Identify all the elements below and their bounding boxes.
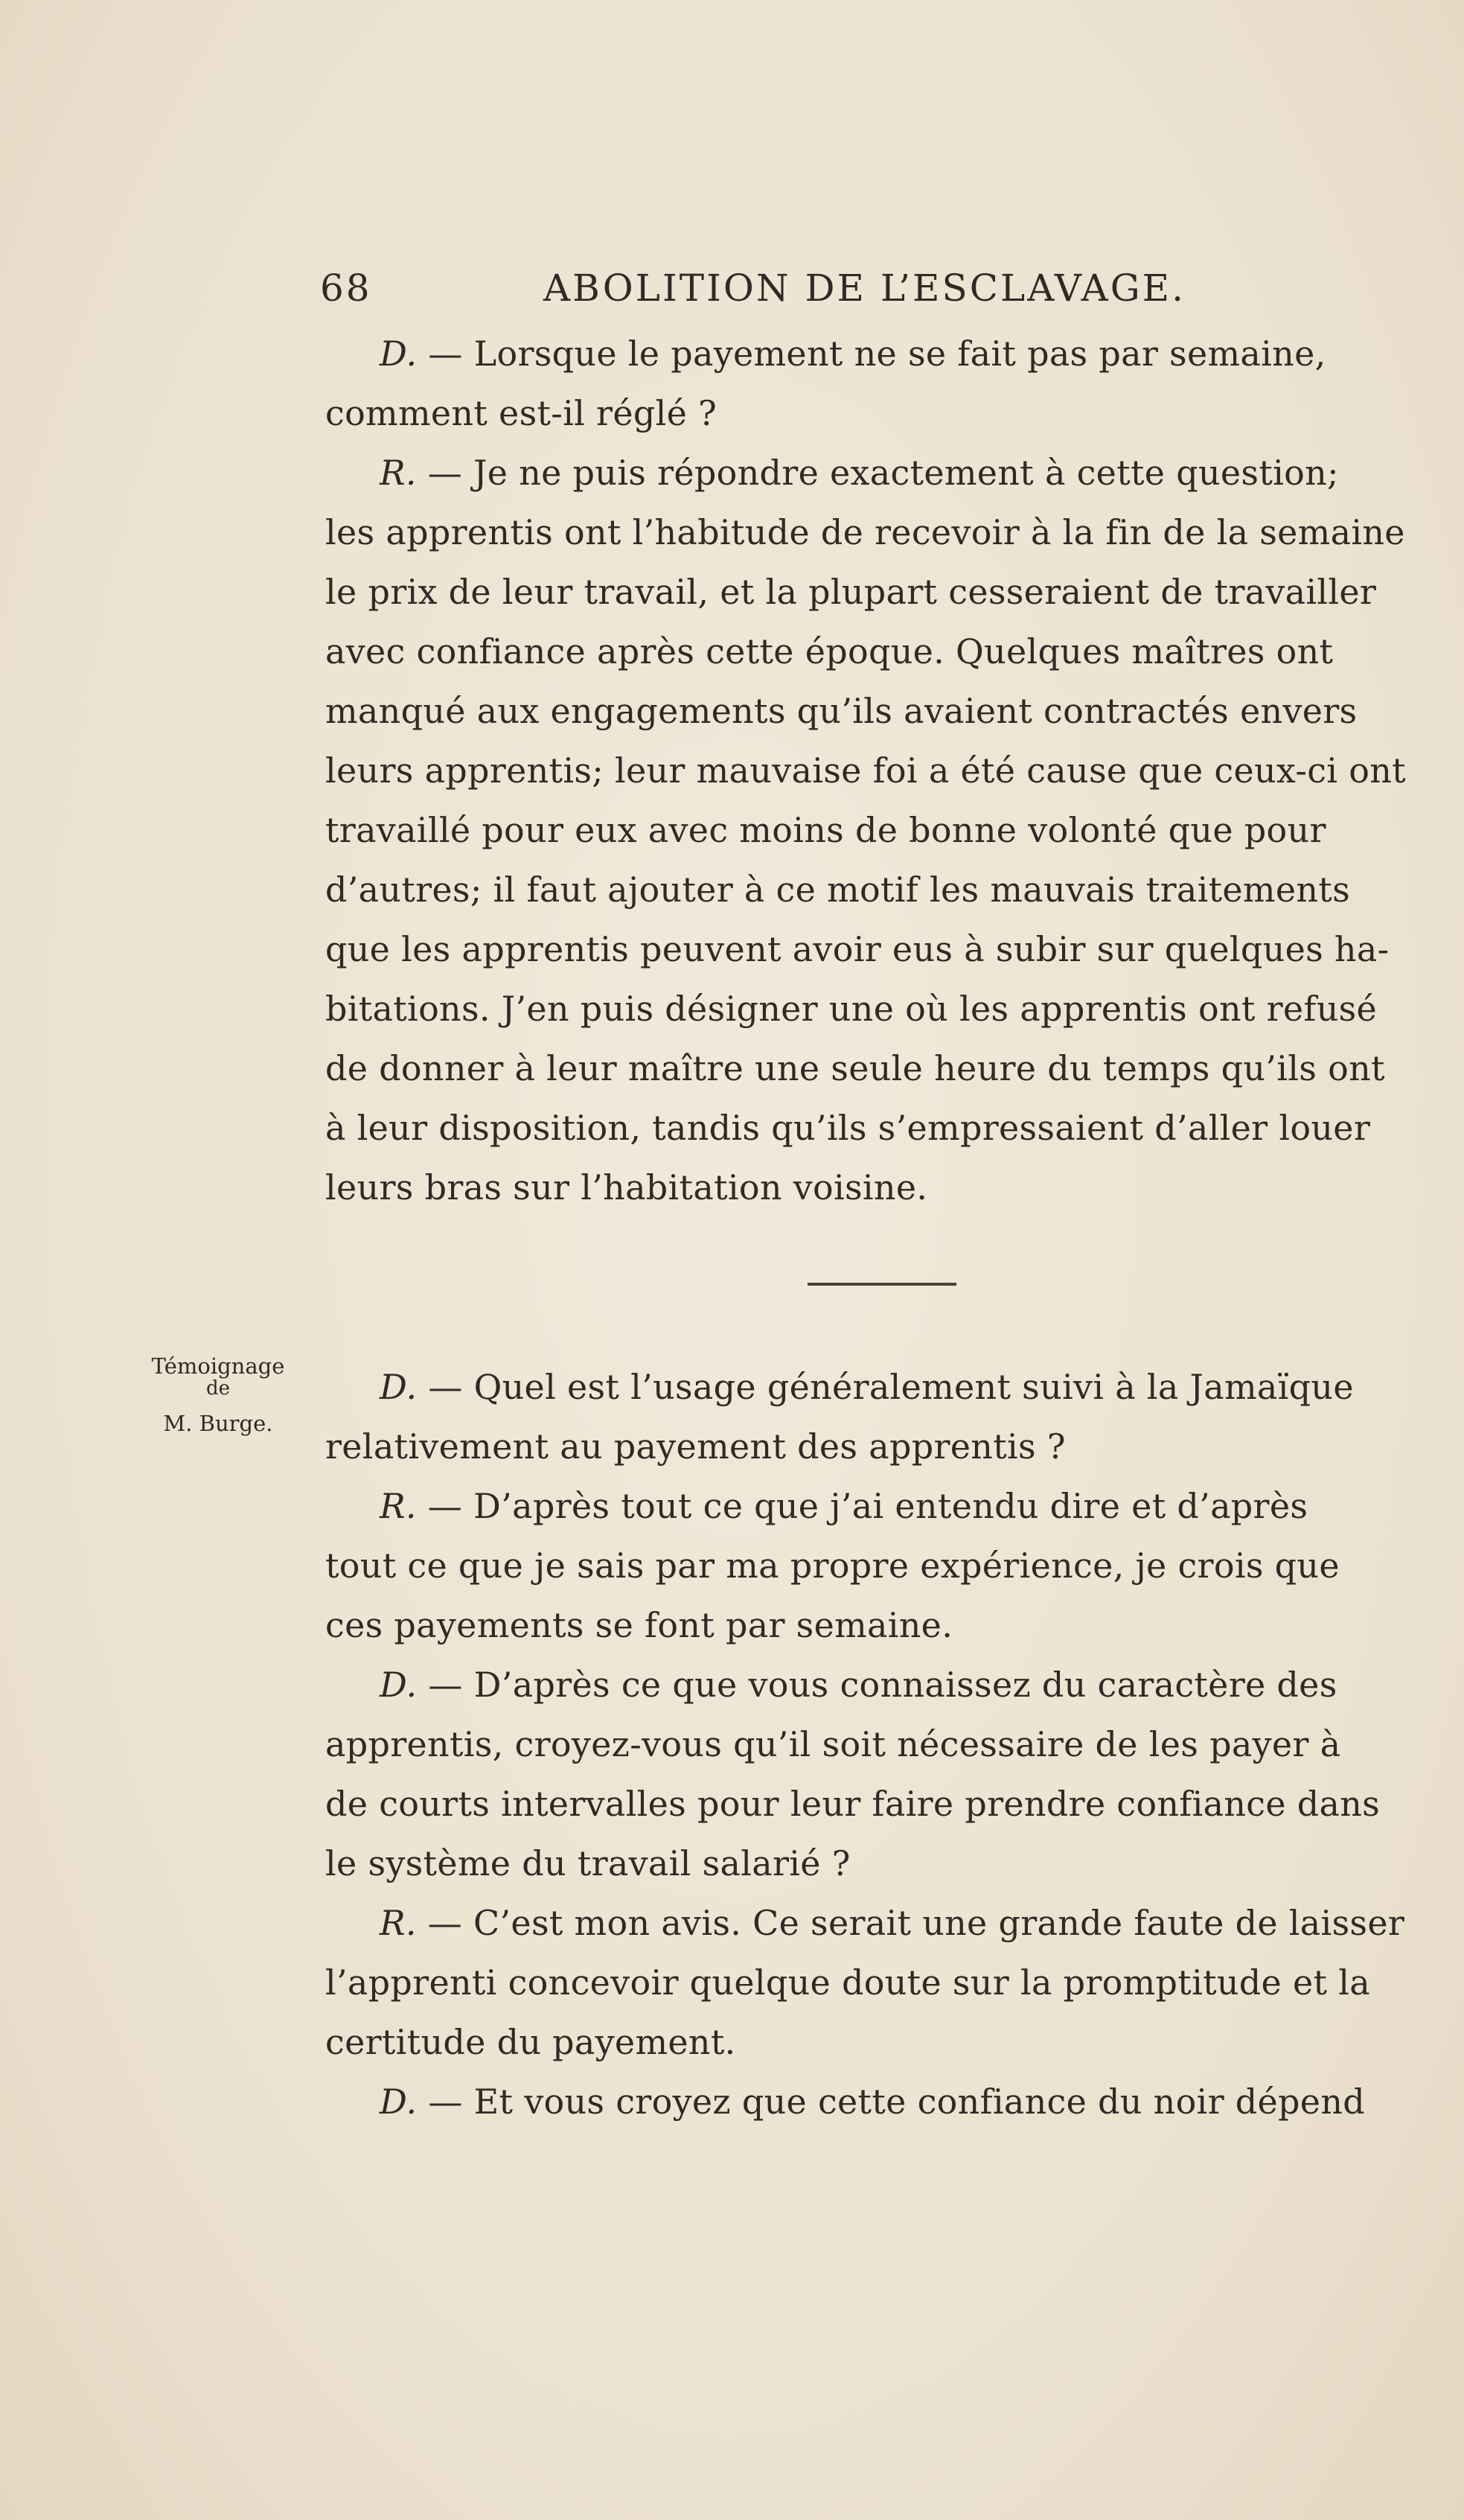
dialogue-marker: D. <box>380 334 418 374</box>
text-line <box>325 1841 1442 1886</box>
line-text: comment est-il réglé ? <box>325 393 717 433</box>
line-text: bitations. J’en puis désigner une où les apprentis ont refusé <box>325 989 1378 1029</box>
line-text: le prix de leur travail, et la plupart cesseraient de travailler <box>325 572 1377 612</box>
text-line <box>325 570 1442 614</box>
text-line <box>325 2020 1442 2064</box>
line-text: les apprentis ont l’habitude de recevoir à la fin de la semaine <box>325 512 1405 552</box>
text-line <box>325 1543 1442 1588</box>
line-text: l’apprenti concevoir quelque doute sur la promptitude et la <box>325 1962 1370 2003</box>
line-text: tout ce que je sais par ma propre expérience, je crois que <box>325 1546 1340 1586</box>
line-text: — Quel est l’usage généralement suivi à la Jamaïque <box>417 1367 1354 1407</box>
margin-note-de: de <box>205 1377 231 1400</box>
dialogue-marker: D. <box>380 2082 418 2122</box>
text-line <box>325 1165 1442 1210</box>
line-text: manqué aux engagements qu’ils avaient contractés envers <box>325 691 1358 731</box>
text-line <box>325 1106 1442 1150</box>
line-text: d’autres; il faut ajouter à ce motif les mauvais traitements <box>325 870 1350 910</box>
line-text: — Et vous croyez que cette confiance du noir dépend <box>417 2082 1365 2122</box>
text-line <box>380 450 1464 495</box>
text-line <box>380 1484 1464 1528</box>
line-text: ces payements se font par semaine. <box>325 1605 953 1645</box>
line-text: — Lorsque le payement ne se fait pas par semaine, <box>417 334 1326 374</box>
text-line <box>380 1365 1464 1409</box>
text-line <box>380 1901 1464 1945</box>
running-title: ABOLITION DE L’ESCLAVAGE. <box>543 267 1186 310</box>
text-line <box>325 1960 1442 2005</box>
text-line <box>325 391 1442 436</box>
margin-note-title: Témoignage <box>151 1353 285 1379</box>
line-text: leurs bras sur l’habitation voisine. <box>325 1167 928 1208</box>
text-line <box>325 1603 1442 1647</box>
line-text: — D’après ce que vous connaissez du caractère des <box>417 1665 1337 1705</box>
line-text: à leur disposition, tandis qu’ils s’empressaient d’aller louer <box>325 1108 1371 1148</box>
text-line <box>325 1722 1442 1767</box>
line-text: travaillé pour eux avec moins de bonne volonté que pour <box>325 810 1326 850</box>
text-line <box>380 331 1464 376</box>
text-line <box>325 510 1442 555</box>
text-line <box>380 1662 1464 1707</box>
line-text: relativement au payement des apprentis ? <box>325 1426 1066 1467</box>
section-divider <box>808 1283 956 1286</box>
text-line <box>325 927 1442 972</box>
dialogue-marker: R. <box>380 1486 417 1526</box>
text-line <box>325 1046 1442 1091</box>
line-text: de donner à leur maître une seule heure du temps qu’ils ont <box>325 1048 1385 1088</box>
page-header <box>320 262 1213 314</box>
dialogue-marker: R. <box>380 1903 417 1943</box>
line-text: que les apprentis peuvent avoir eus à subir sur quelques ha- <box>325 929 1390 969</box>
text-line <box>325 867 1442 912</box>
line-text: leurs apprentis; leur mauvaise foi a été cause que ceux-ci ont <box>325 750 1406 791</box>
line-text: — D’après tout ce que j’ai entendu dire et d’après <box>416 1486 1308 1526</box>
dialogue-marker: D. <box>380 1367 418 1407</box>
text-line <box>325 689 1442 733</box>
line-text: le système du travail salarié ? <box>325 1843 851 1883</box>
text-line <box>380 2079 1464 2124</box>
text-line <box>325 748 1442 793</box>
text-line <box>325 629 1442 674</box>
text-line <box>325 986 1442 1031</box>
margin-note-name: M. Burge. <box>163 1411 273 1436</box>
line-text: — Je ne puis répondre exactement à cette question; <box>416 453 1339 493</box>
text-line <box>325 1424 1442 1469</box>
text-line <box>325 1781 1442 1826</box>
line-text: de courts intervalles pour leur faire prendre confiance dans <box>325 1784 1381 1824</box>
page-number: 68 <box>320 267 372 310</box>
line-text: certitude du payement. <box>325 2022 736 2062</box>
line-text: apprentis, croyez-vous qu’il soit nécessaire de les payer à <box>325 1724 1341 1764</box>
dialogue-marker: D. <box>380 1665 418 1705</box>
line-text: — C’est mon avis. Ce serait une grande faute de laisser <box>416 1903 1405 1943</box>
text-line <box>325 808 1442 852</box>
line-text: avec confiance après cette époque. Quelques maîtres ont <box>325 631 1334 672</box>
dialogue-marker: R. <box>380 453 417 493</box>
